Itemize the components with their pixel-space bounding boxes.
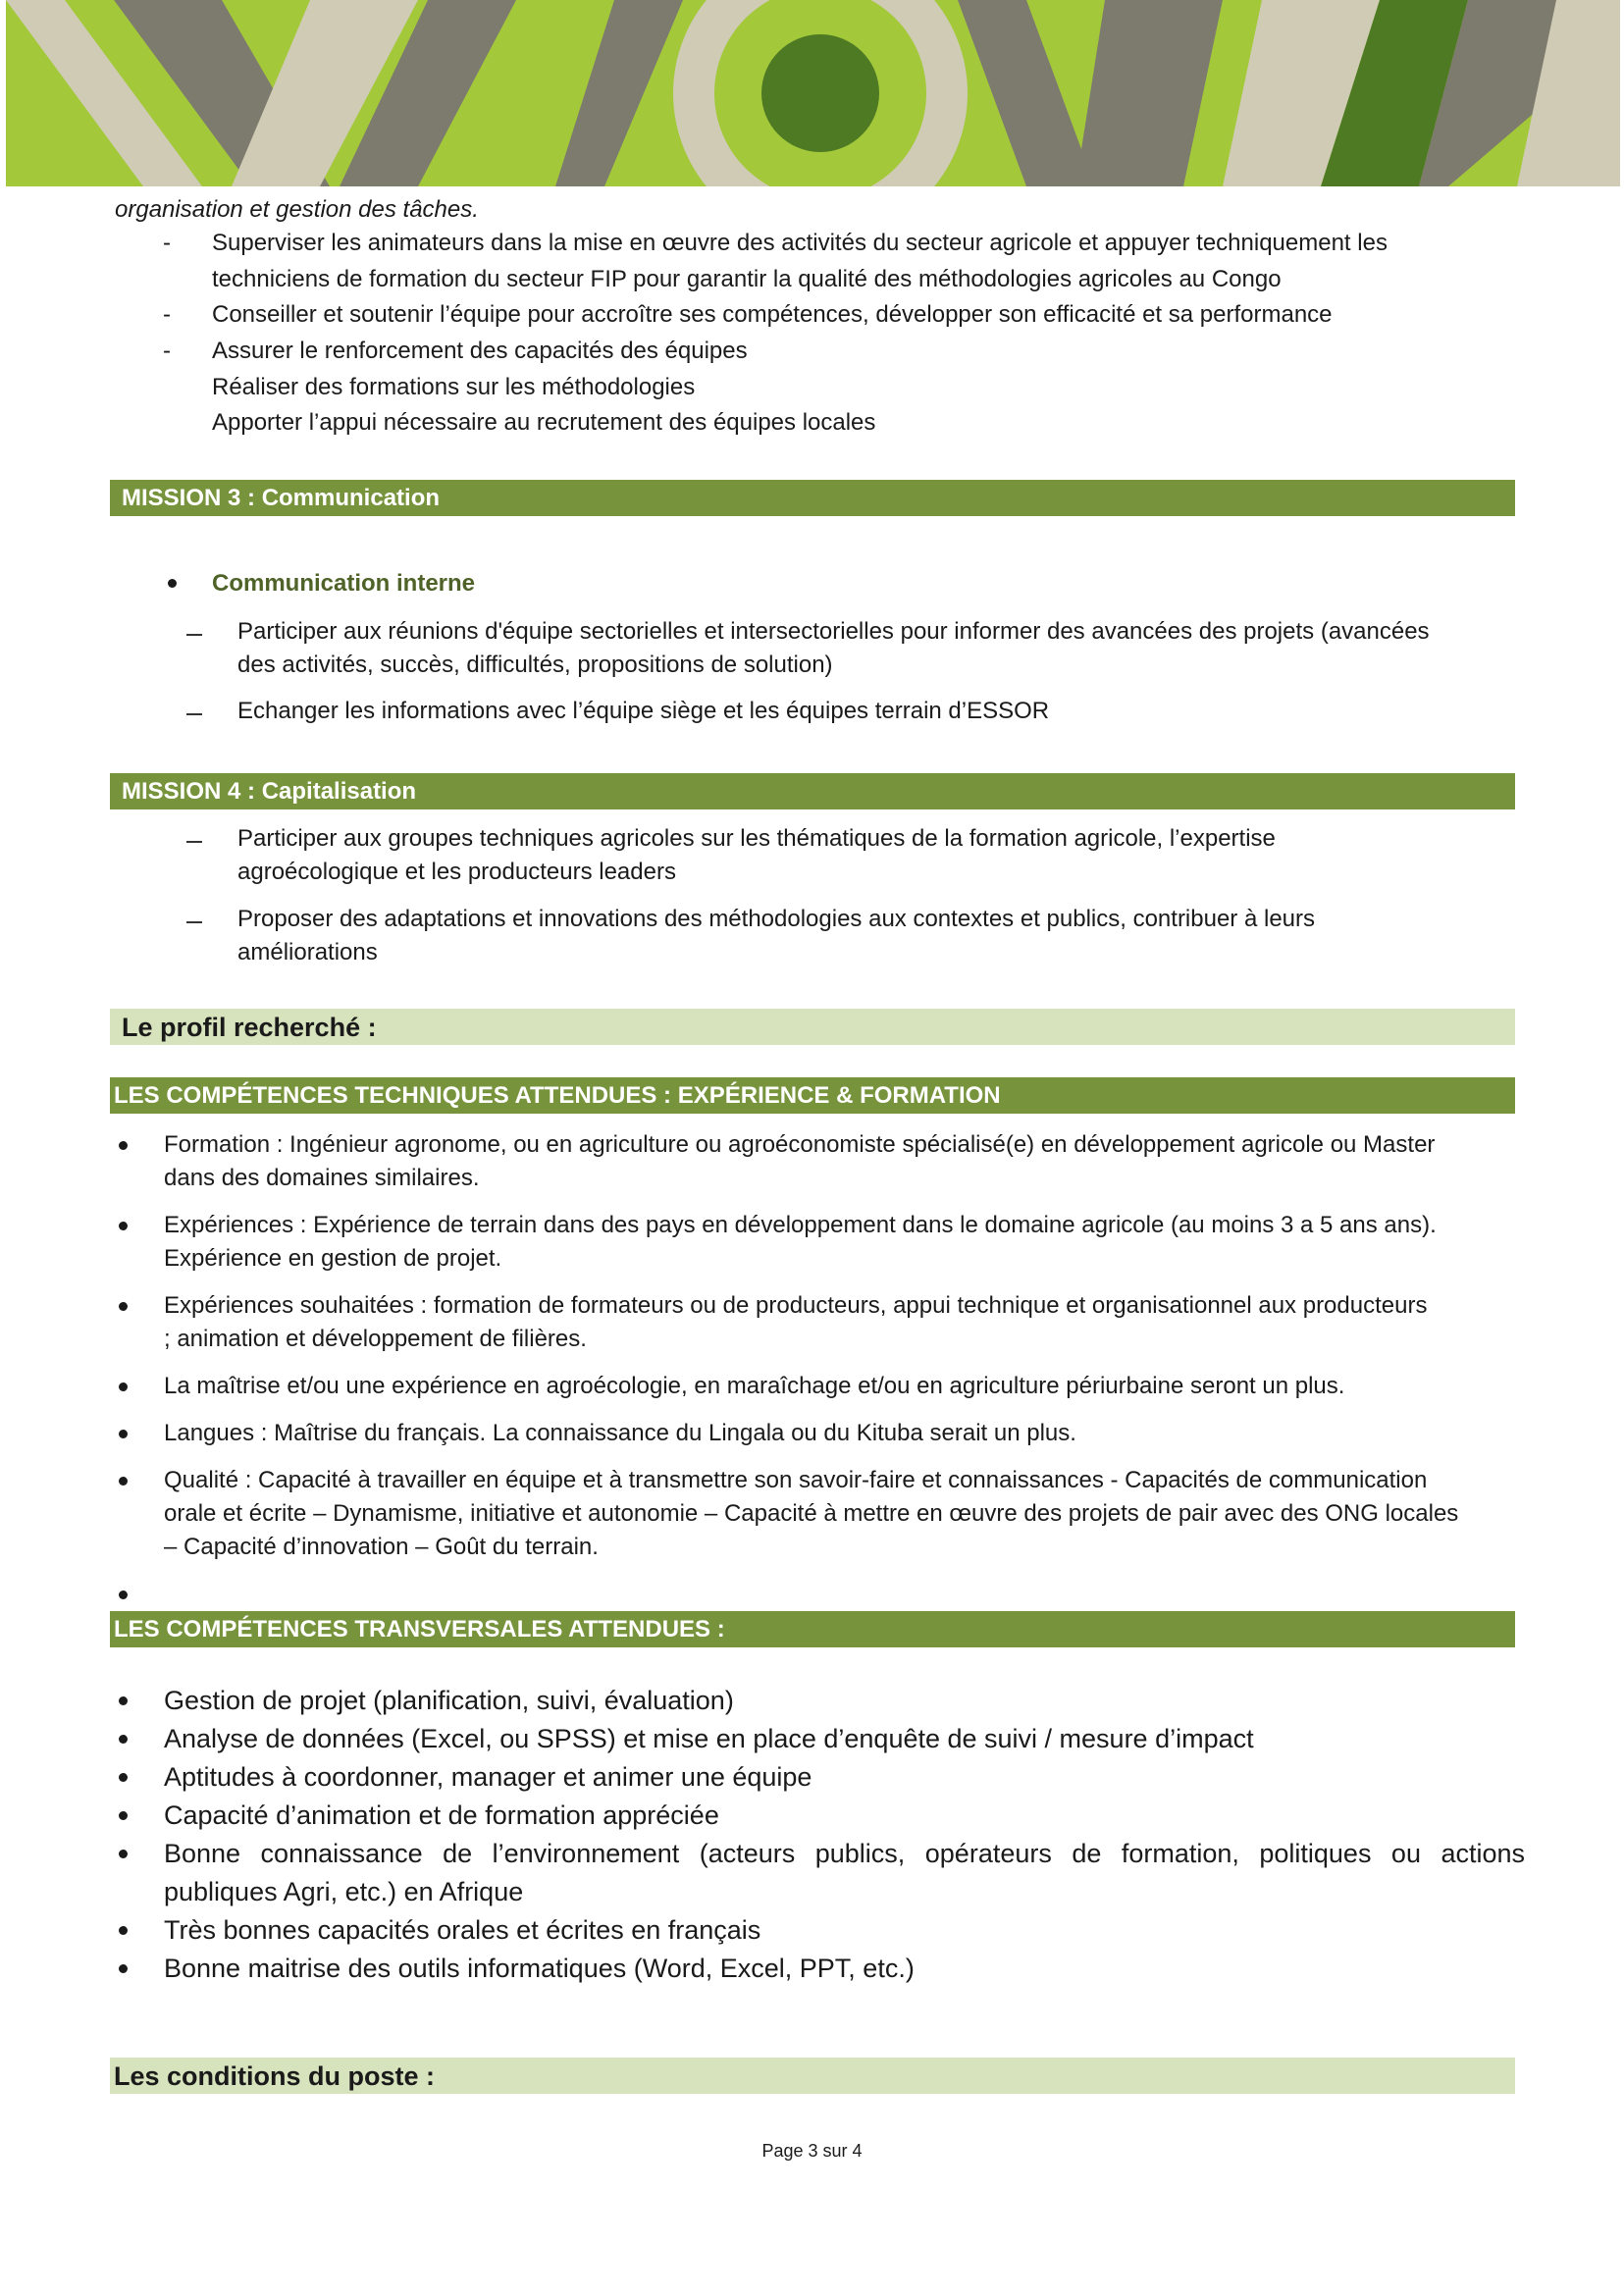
bullet-icon — [119, 1141, 128, 1150]
technical-item-6-line-2: orale et écrite – Dynamisme, initiative et autonomie – Capacité à mettre en œuvre des projets de pair avec des ONG locales — [164, 1500, 1459, 1527]
bullet-icon — [119, 1850, 128, 1858]
transversal-item-6: Très bonnes capacités orales et écrites en français — [164, 1915, 761, 1945]
bullet-icon — [119, 1735, 128, 1744]
page-number: Page 3 sur 4 — [761, 2141, 863, 2161]
banner-graphic — [6, 0, 1620, 186]
bullet-icon — [168, 579, 177, 588]
mission3-item-1-line-2: des activités, succès, difficultés, propositions de solution) — [237, 652, 833, 678]
bullet-icon — [119, 1696, 128, 1705]
mission3-item-1-line-1: Participer aux réunions d'équipe sectorielles et intersectorielles pour informer des avancées des projets (avancées — [237, 618, 1430, 645]
emdash-icon — [186, 841, 202, 843]
intro-item-3-line-1: Assurer le renforcement des capacités des équipes — [212, 338, 748, 364]
emdash-icon — [186, 921, 202, 923]
dash-marker: - — [163, 301, 171, 328]
transversal-item-1: Gestion de projet (planification, suivi, évaluation) — [164, 1686, 734, 1715]
technical-item-6-line-3: – Capacité d’innovation – Goût du terrain. — [164, 1534, 599, 1560]
dash-marker: - — [163, 338, 171, 364]
mission3-subtitle: Communication interne — [212, 570, 476, 597]
header-banner — [6, 0, 1620, 186]
emdash-icon — [186, 634, 202, 636]
bullet-icon — [119, 1926, 128, 1935]
mission4-item-2-line-2: améliorations — [237, 939, 378, 965]
bullet-icon — [119, 1382, 128, 1391]
bullet-icon — [119, 1811, 128, 1820]
emdash-icon — [186, 713, 202, 715]
intro-item-3-line-2: Réaliser des formations sur les méthodologies — [212, 374, 696, 400]
section-bar-technical: LES COMPÉTENCES TECHNIQUES ATTENDUES : EXPÉRIENCE & FORMATION — [110, 1077, 1515, 1114]
technical-item-5-line-1: Langues : Maîtrise du français. La connaissance du Lingala ou du Kituba serait un plus. — [164, 1420, 1076, 1446]
dash-marker: - — [163, 230, 171, 256]
bullet-icon — [119, 1591, 128, 1599]
technical-item-2-line-1: Expériences : Expérience de terrain dans des pays en développement dans le domaine agricole (au moins 3 a 5 ans ans). — [164, 1212, 1437, 1238]
technical-item-2-line-2: Expérience en gestion de projet. — [164, 1245, 502, 1272]
transversal-item-3: Aptitudes à coordonner, manager et animer une équipe — [164, 1762, 812, 1792]
mission3-item-2-line-1: Echanger les informations avec l’équipe siège et les équipes terrain d’ESSOR — [237, 698, 1050, 724]
technical-item-1-line-2: dans des domaines similaires. — [164, 1165, 480, 1191]
transversal-item-5-line-1: Bonne connaissance de l’environnement (acteurs publics, opérateurs de formation, politiques ou actions — [164, 1839, 1525, 1868]
section-bar-mission-3: MISSION 3 : Communication — [110, 480, 1515, 516]
technical-item-1-line-1: Formation : Ingénieur agronome, ou en agriculture ou agroéconomiste spécialisé(e) en développement agricole ou Master — [164, 1131, 1436, 1158]
transversal-item-7: Bonne maitrise des outils informatiques (Word, Excel, PPT, etc.) — [164, 1954, 915, 1983]
technical-item-3-line-1: Expériences souhaitées : formation de formateurs ou de producteurs, appui technique et organisationnel aux producteurs — [164, 1292, 1428, 1319]
intro-item-1-line-2: techniciens de formation du secteur FIP pour garantir la qualité des méthodologies agricoles au Congo — [212, 266, 1282, 292]
bullet-icon — [119, 1477, 128, 1486]
section-bar-mission-4: MISSION 4 : Capitalisation — [110, 773, 1515, 809]
bullet-icon — [119, 1430, 128, 1438]
intro-item-1-line-1: Superviser les animateurs dans la mise en œuvre des activités du secteur agricole et appuyer techniquement les — [212, 230, 1388, 256]
intro-item-3-line-3: Apporter l’appui nécessaire au recrutement des équipes locales — [212, 409, 876, 436]
section-bar-conditions: Les conditions du poste : — [110, 2058, 1515, 2094]
technical-item-3-line-2: ; animation et développement de filières. — [164, 1326, 587, 1352]
intro-italic-line: organisation et gestion des tâches. — [115, 196, 479, 223]
section-bar-transversal: LES COMPÉTENCES TRANSVERSALES ATTENDUES : — [110, 1611, 1515, 1647]
transversal-item-4: Capacité d’animation et de formation appréciée — [164, 1800, 719, 1830]
bullet-icon — [119, 1773, 128, 1782]
technical-item-4-line-1: La maîtrise et/ou une expérience en agroécologie, en maraîchage et/ou en agriculture périurbaine seront un plus. — [164, 1373, 1345, 1399]
mission4-item-1-line-1: Participer aux groupes techniques agricoles sur les thématiques de la formation agricole, l’expertise — [237, 825, 1276, 852]
transversal-item-2: Analyse de données (Excel, ou SPSS) et mise en place d’enquête de suivi / mesure d’impact — [164, 1724, 1254, 1753]
mission4-item-2-line-1: Proposer des adaptations et innovations des méthodologies aux contextes et publics, contribuer à leurs — [237, 906, 1315, 932]
bullet-icon — [119, 1222, 128, 1230]
section-bar-profile: Le profil recherché : — [110, 1009, 1515, 1045]
mission4-item-1-line-2: agroécologique et les producteurs leaders — [237, 859, 676, 885]
transversal-item-5-line-2: publiques Agri, etc.) en Afrique — [164, 1877, 524, 1906]
technical-item-6-line-1: Qualité : Capacité à travailler en équipe et à transmettre son savoir-faire et connaissances - Capacités de communication — [164, 1467, 1428, 1493]
bullet-icon — [119, 1964, 128, 1973]
bullet-icon — [119, 1302, 128, 1311]
intro-item-2-line-1: Conseiller et soutenir l’équipe pour accroître ses compétences, développer son efficacité et sa performance — [212, 301, 1333, 328]
